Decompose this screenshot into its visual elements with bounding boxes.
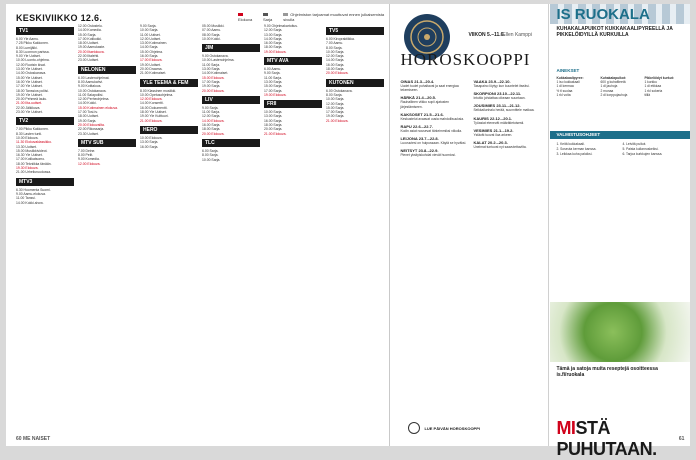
zodiac-sign-text: Keskustelut avaavat uusia mahdollisuuksia.: [400, 116, 465, 121]
program-listing: 11.00 Sarja.: [202, 110, 221, 115]
program-listing: 9.00 Sarja.: [202, 105, 219, 110]
program-listing: 9.00 Sarja.: [264, 71, 281, 76]
program-listing: 9.00 Sarja.: [140, 24, 157, 28]
program-listing: 14.00 Elokuva.: [202, 118, 225, 123]
program-listing: 05.00 Musiikki.: [202, 24, 225, 28]
tv-column: [264, 24, 322, 432]
recipe-cta: Tämä ja satoja muita reseptejä osoitteessa is.fi/ruokala: [556, 366, 658, 378]
program-listing: 16.00 Yle Uutiset.: [16, 79, 43, 84]
zodiac-sign-name: KAKSOSET 21.5.–21.6.: [400, 111, 444, 117]
program-listing: 14.00 Komedia.: [78, 28, 102, 33]
channel-heading: MTV3: [16, 178, 74, 186]
ingredients-heading: AINEKSET: [556, 68, 580, 73]
zodiac-sign-text: Työasiat etenevät määrätietoisesti.: [473, 120, 525, 125]
program-listing: 8.00 Klassinen musiikki.: [140, 88, 177, 93]
program-listing: 20.00 Iltaelokuva.: [78, 49, 105, 54]
legend-label: Elokuva: [238, 17, 253, 22]
ingredient-line: 600 g kuhafileetä: [600, 80, 626, 85]
program-listing: 19.00 Sarja.: [202, 84, 221, 89]
program-listing: 20.00 Pehmeä laulu.: [16, 97, 48, 102]
program-listing: 20.00 Elokuva.: [202, 88, 225, 93]
program-listing: 9.00 Ohjelmakartoitus.: [264, 24, 298, 28]
program-listing: 6.00 Aamu.: [264, 67, 282, 72]
program-listing: 17.00 Sarja.: [264, 88, 283, 93]
program-listing: 16.00 Sarja.: [326, 62, 345, 67]
program-listing: 22.00 Jälkikuva.: [16, 105, 41, 110]
program-listing: 17.00 Tosi-tv.: [78, 110, 98, 115]
horoscope-section: [390, 4, 549, 446]
brand-logo-text: STÄ PUHUTAAN.: [556, 418, 657, 459]
program-listing: 14.00 Sarja.: [326, 58, 345, 63]
zodiac-sign-text: Unelmat tuntuvat nyt saavutettavilta.: [473, 145, 527, 150]
program-listing: 18.00 Yle Uutiset.: [140, 110, 167, 115]
program-listing: 14.00 Sarja.: [140, 45, 159, 50]
page-footer: 60 ME NAISET: [16, 436, 51, 442]
zodiac-sign-name: HÄRKÄ 21.4.–20.5.: [400, 95, 437, 101]
legend-label: Ohjelmiston tarjoamat muuttuvat ennen julkaisemista sivulla: [283, 12, 385, 22]
zodiac-sign-text: Rauhallinen viikko sopii ajatusten järjestämiseen.: [400, 100, 450, 109]
horoscope-title: HOROSKOOPPI: [400, 50, 531, 69]
program-listing: 12.00 Sarja.: [326, 54, 345, 59]
program-listing: 18.00 Tanssiva poliisi.: [16, 88, 49, 93]
ingredient-line: 2 munaa: [600, 88, 614, 93]
tv-column: [16, 24, 74, 432]
program-listing: 17.00 Elokuva.: [140, 58, 163, 63]
zodiac-sign-name: RAPU 22.6.–22.7.: [400, 124, 433, 130]
method-step: 1. Keitä kukkakaali.: [556, 142, 585, 146]
channel-heading: HERO: [140, 126, 198, 134]
ingredient-group: [600, 76, 640, 97]
program-listing: 15.00 Sarja.: [264, 84, 283, 89]
ingredient-line: 1 rkl voita: [556, 92, 571, 97]
legend-item: [238, 12, 258, 22]
zodiac-sign-name: VAAKA 23.9.–22.10.: [473, 79, 511, 84]
zodiac-sign-name: KALAT 20.2.–20.3.: [473, 140, 508, 146]
program-listing: 15.00 Ohjelma.: [140, 49, 163, 54]
horoscope-footer: [408, 422, 480, 434]
channel-heading: YLE TEEMA & FEM: [140, 79, 198, 87]
program-listing: 17.00 Kotikatsomo.: [16, 157, 46, 162]
program-listing: 12.00 Perheohjelma.: [78, 97, 110, 102]
program-listing: 10.00 Kokki.: [202, 36, 221, 41]
program-listing: 10.00 Sarja.: [140, 28, 159, 33]
channel-heading: FRII: [264, 100, 322, 108]
program-listing: 13.00 Yle Uutiset.: [16, 67, 43, 72]
program-listing: 10.00 Luonto-ohjelma.: [16, 58, 50, 63]
program-listing: 10.00 Opetusohjelma.: [140, 92, 174, 97]
zodiac-sign-name: KAURIS 22.12.–20.1.: [473, 115, 513, 121]
program-listing: 07.00 Aamu.: [202, 28, 222, 33]
zodiac-sign-text: Pienet yksityiskohdat vievät huomiosi.: [400, 153, 456, 158]
brand-logo: [556, 418, 690, 460]
ingredient-line: tilliä: [644, 92, 651, 97]
program-listing: 9.00 Ostokanava.: [202, 54, 229, 59]
program-listing: 15.00 Yle Uutiset.: [16, 75, 43, 80]
program-listing: 6.00 Yle Aamu.: [16, 37, 39, 41]
horoscope-columns: [400, 76, 542, 416]
program-listing: 19.00 Sarja.: [326, 114, 345, 119]
program-listing: 11.00 Salapoliisi.: [78, 92, 104, 97]
program-listing: 18.00 Uutiset.: [78, 114, 99, 119]
program-listing: 7.25 Pikku Kakkonen.: [16, 41, 49, 46]
horoscope-footer-text: LUE PÄIVÄN HOROSKOOPPI: [424, 425, 480, 431]
program-listing: 6.00 Kiropraktiikka.: [326, 37, 355, 41]
program-listing: 13.00 Sarja.: [264, 114, 283, 119]
program-listing: 20.00 Elokuvailta.: [78, 122, 105, 127]
program-listing: 12.00 Uutiset.: [140, 36, 161, 41]
program-listing: 11.00 Tanssi.: [16, 196, 36, 201]
program-listing: 16.00 Sarja.: [202, 123, 221, 128]
program-listing: 21.00 Elokuva.: [326, 118, 349, 123]
program-listing: 7.00 Deine.: [78, 148, 96, 153]
zodiac-sign-name: VESIMIES 21.1.–19.2.: [473, 127, 514, 133]
page-number: 61: [678, 436, 685, 442]
day-heading: KESKIVIIKKO 12.6.: [16, 13, 103, 23]
program-listing: 9.00 Kotitalous.: [78, 84, 102, 89]
program-listing: 7.00 Aamu.: [326, 41, 344, 46]
zodiac-sign-text: Tasapaino löytyy kun kuuntelet itseäsi.: [473, 84, 530, 88]
program-listing: 9.00 Komedia.: [78, 157, 100, 162]
program-listing: 16.00 Sarja.: [264, 41, 283, 46]
program-listing: 9.00 Yle Uutiset.: [16, 54, 41, 59]
program-listing: 9.00 Aamu-elokuva.: [16, 191, 46, 196]
program-listing: 10.00 Ostokanava.: [78, 88, 107, 93]
program-listing: 8.00 Lumijälki.: [16, 45, 38, 50]
program-listing: 10.00 Sarja.: [264, 110, 283, 115]
method-column: [622, 142, 684, 158]
program-listing: 7.00 Pikku Kakkonen.: [16, 127, 49, 132]
method-column: [556, 142, 618, 158]
program-listing: 8.30 Lasten tunti.: [16, 131, 43, 136]
program-listing: 13.00 Sarja.: [264, 32, 283, 37]
program-listing: 13.00 Sarja.: [140, 140, 159, 145]
legend: [238, 12, 389, 22]
legend-swatch: [238, 13, 243, 16]
program-listing: 19.00 Yle Uutiset.: [16, 92, 43, 97]
method-step: 5. Paista kullanruskeiksi.: [622, 147, 659, 152]
program-listing: 6.00 Lastenohjelmat.: [78, 75, 110, 80]
channel-heading: NELONEN: [78, 66, 136, 74]
channel-heading: JIM: [202, 44, 260, 52]
program-listing: 18.00 Sarja.: [326, 67, 345, 72]
method-step: 3. Leikkaa kuha paloiksi.: [556, 152, 593, 157]
program-listing: 10.00 Lastenohjelma.: [202, 58, 235, 63]
program-listing: 13.00 Sarja.: [202, 67, 221, 72]
ingredient-line: 1 dl etikkaa: [644, 84, 662, 89]
horoscope-column: [400, 76, 469, 416]
recipe-title: IS RUOKALA: [556, 6, 650, 23]
program-listing: 6.30 Huomenta Suomi.: [16, 187, 51, 192]
program-listing: 13.00 Kotimainen.: [140, 41, 168, 46]
program-listing: 14.00 Kotimaiset.: [202, 71, 229, 76]
ingredient-group: [644, 76, 684, 97]
channel-heading: MTV SUB: [78, 139, 136, 147]
ingredients: [556, 76, 684, 97]
program-listing: 8.00 Aamukahvi.: [78, 79, 104, 84]
program-listing: 20.00 Elokuva.: [326, 71, 349, 76]
program-listing: 21.00 Ilta-uutiset.: [16, 101, 43, 106]
program-listing: 11.00 Sarja.: [202, 62, 221, 67]
ingredient-line: 1 rkl sokeria: [644, 88, 663, 93]
program-listing: 19.00 Sarja.: [78, 118, 97, 123]
program-listing: 15.00 Sarja.: [78, 32, 97, 37]
channel-heading: TLC: [202, 139, 260, 147]
program-listing: 12.00 Elokuva.: [78, 161, 101, 166]
program-listing: 10.00 Sarja.: [326, 49, 345, 54]
tv-listings-page: [6, 4, 390, 446]
legend-item: [283, 12, 389, 22]
zodiac-sign-name: SKORPIONI 23.10.–22.11.: [473, 91, 522, 97]
tv-column: [140, 24, 198, 432]
program-listing: 21.00 Elokuva.: [140, 118, 163, 123]
program-listing: 10.00 Sarja.: [202, 157, 221, 162]
program-listing: 14.00 Ostoskanava.: [16, 71, 47, 76]
legend-label: Sarja: [262, 17, 273, 22]
program-listing: 21.00 Elokuva.: [264, 131, 287, 136]
program-listing: 14.00 Konsertti.: [140, 101, 164, 106]
ingredient-line: 2 dl korppujauhoja: [600, 92, 628, 97]
zodiac-sign-text: Intuitio johdattaa oikeaan suuntaan.: [473, 96, 526, 101]
program-listing: 14.00 Kokki-show.: [16, 200, 44, 205]
program-listing: 17.00 Sarja.: [202, 79, 221, 84]
ingredient-line: Pikkelöidyt kurkut:: [644, 76, 674, 80]
program-listing: 14.00 Kokki.: [78, 101, 97, 106]
method-step: 6. Tarjoa kurkkujen kanssa.: [622, 152, 663, 157]
program-listing: 18.00 Tekniikka tänään.: [16, 161, 52, 166]
program-listing: 08.00 Sarja.: [202, 32, 221, 37]
method-steps: [556, 142, 684, 158]
program-listing: 11.00 Uutiset.: [140, 32, 161, 37]
horoscope-column: [473, 76, 542, 416]
program-listing: 10.00 Sarja.: [326, 97, 345, 102]
program-listing: 20.00 Elokuva.: [202, 131, 225, 136]
ingredient-line: Kukkakaalipyree:: [556, 76, 584, 80]
phone-icon: [408, 422, 420, 434]
program-listing: 12.00 Sarja.: [326, 101, 345, 106]
program-listing: 12.00 Ruotsin kisat.: [16, 62, 46, 67]
zodiac-sign-name: NEITSYT 23.8.–22.9.: [400, 148, 439, 154]
program-listing: 11.00 Sarja.: [264, 75, 283, 80]
program-listing: 6.00 Ostokanava.: [326, 88, 353, 93]
ingredient-line: 1 iso kukkakaali: [556, 80, 580, 85]
tv-column: [326, 24, 384, 432]
program-listing: 19.00 Yle Kulttuuri.: [140, 114, 169, 119]
channel-heading: TV1: [16, 27, 74, 35]
legend-swatch: [263, 13, 268, 16]
salad-photo: [550, 302, 690, 362]
channel-heading: KUTONEN: [326, 79, 384, 87]
program-listing: 16.00 Sarja.: [264, 118, 283, 123]
program-listing: 8.00 Sarja.: [326, 45, 343, 50]
program-listing: 15.00 Kotimainen elokuva.: [78, 105, 118, 110]
program-listing: 19.00 Uutiset.: [140, 62, 161, 67]
program-listing: 8.00 Sarja.: [326, 92, 343, 97]
recipe-section: [550, 4, 690, 459]
program-listing: 12.00 Sarja.: [264, 28, 283, 33]
program-listing: 21.00 Kotimaiset.: [140, 71, 167, 76]
ingredient-group: [556, 76, 596, 97]
program-listing: 23.00 Yle Uutiset.: [16, 110, 43, 115]
program-listing: 23.00 Uutiset.: [78, 58, 99, 63]
ingredient-line: 1 dl kermaa: [556, 84, 574, 89]
program-listing: 20.00 Draama.: [140, 66, 163, 71]
program-listing: 22.00 Rikossarja.: [78, 127, 105, 132]
zodiac-sign-text: Kodin asiat nousevat tärkeimmiksi viikolla.: [400, 129, 463, 134]
program-listing: 16.30 Yle Uutiset.: [16, 153, 43, 158]
program-listing: 16.00 Dokumentti.: [140, 105, 168, 110]
program-listing: 15.00 Sarja.: [326, 105, 345, 110]
channel-heading: LIV: [202, 96, 260, 104]
right-page: [390, 4, 690, 459]
recipe-subtitle: KUHAKALAPUIKOT KUKKAKAALIPYREELLÄ JA PIKKELÖIDYILLÄ KURKUILLA: [556, 26, 673, 38]
program-listing: 15.00 Musiikkivideot.: [16, 148, 48, 153]
program-listing: 8.00 Pelit.: [78, 153, 94, 158]
program-listing: 12.00 Elokuva.: [140, 97, 163, 102]
legend-swatch: [283, 13, 288, 16]
program-listing: 17.00 Kotikokki.: [78, 36, 102, 41]
program-listing: 10.00 Elokuva.: [140, 135, 163, 140]
channel-heading: MTV AVA: [264, 57, 322, 65]
channel-heading: TV5: [326, 27, 384, 35]
channel-heading: TV2: [16, 117, 74, 125]
tv-column: [202, 24, 260, 432]
program-listing: 19.00 Aamukaste.: [78, 45, 106, 50]
tv-column: [78, 24, 136, 432]
horoscope-author: Ellen Kamppi: [502, 32, 532, 38]
program-listing: 6.00 Sarja.: [202, 148, 219, 153]
program-listing: 16.00 Sarja.: [140, 54, 159, 59]
ingredient-line: ½ tl suolaa: [556, 88, 573, 93]
program-listing: 12.00 Sarja.: [202, 114, 221, 119]
program-listing: 19.00 Elokuva.: [264, 49, 287, 54]
program-listing: 19.30 Elokuva.: [16, 166, 39, 171]
ingredient-line: 1 kurkku: [644, 80, 657, 85]
ingredient-line: Kuhakalapuikot:: [600, 76, 627, 80]
program-listing: 16.00 Sarja.: [140, 144, 159, 149]
program-listing: 18.00 Uutiset.: [78, 41, 99, 46]
zodiac-sign-text: Seikkailunhalu herää, suunnittele matkaa.: [473, 108, 535, 113]
legend-item: [263, 12, 278, 22]
horoscope-week: VIIKON 5.–11.6.: [468, 32, 505, 38]
method-step: 4. Leivitä puikot.: [622, 142, 647, 146]
program-listing: 13.30 Uutiset.: [16, 144, 37, 149]
program-listing: 19.00 Elokuva.: [264, 92, 287, 97]
ingredient-line: 1 dl jauhoja: [600, 84, 618, 89]
program-listing: 15.00 Elokuva.: [202, 75, 225, 80]
program-listing: 23.30 Uutiset.: [78, 131, 99, 136]
program-listing: 18.00 Sarja.: [202, 127, 221, 132]
zodiac-sign-name: LEIJONA 23.7.–22.8.: [400, 136, 439, 142]
zodiac-sign-text: Uudet tuulet puhaltavat ja saat energiaa tekemiseen.: [400, 84, 459, 93]
program-listing: 8.30 Luonnon parissa.: [16, 49, 50, 54]
method-heading: VALMISTUSOHJEET: [550, 131, 690, 139]
program-listing: 22.00 Iltalehti.: [78, 54, 100, 59]
program-listing: 21.00 Urheiluruudussa.: [16, 170, 52, 175]
program-listing: 18.00 Sarja.: [264, 123, 283, 128]
magazine-spread: [6, 4, 690, 459]
method-step: 2. Soseuta kerman kanssa.: [556, 147, 597, 152]
program-listing: 8.00 Sarja.: [202, 153, 219, 158]
brand-logo-mark: MI: [556, 418, 576, 438]
program-listing: 13.00 Sarja.: [264, 79, 283, 84]
tv-columns: [16, 24, 384, 432]
program-listing: 11.30 Elokuvaklassikko.: [16, 140, 52, 145]
zodiac-sign-name: OINAS 21.3.–20.4.: [400, 79, 435, 84]
program-listing: 12.00 Ostostelu.: [78, 24, 103, 28]
zodiac-sign-text: Ystävät tuovat iloa arkeen.: [473, 132, 513, 137]
zodiac-sign-text: Luovuutesi on huipussaan. Käytä se hyväksi.: [400, 141, 467, 146]
program-listing: 17.00 Sarja.: [326, 110, 345, 115]
program-listing: 17.00 Yle Uutiset.: [16, 84, 43, 89]
program-listing: 20.00 Sarja.: [264, 127, 283, 132]
program-listing: 14.00 Sarja.: [264, 36, 283, 41]
program-listing: 18.00 Sarja.: [264, 45, 283, 50]
zodiac-sign-name: JOUSIMIES 23.11.–21.12.: [473, 103, 521, 109]
program-listing: 10.00 Elokuva.: [16, 135, 39, 140]
